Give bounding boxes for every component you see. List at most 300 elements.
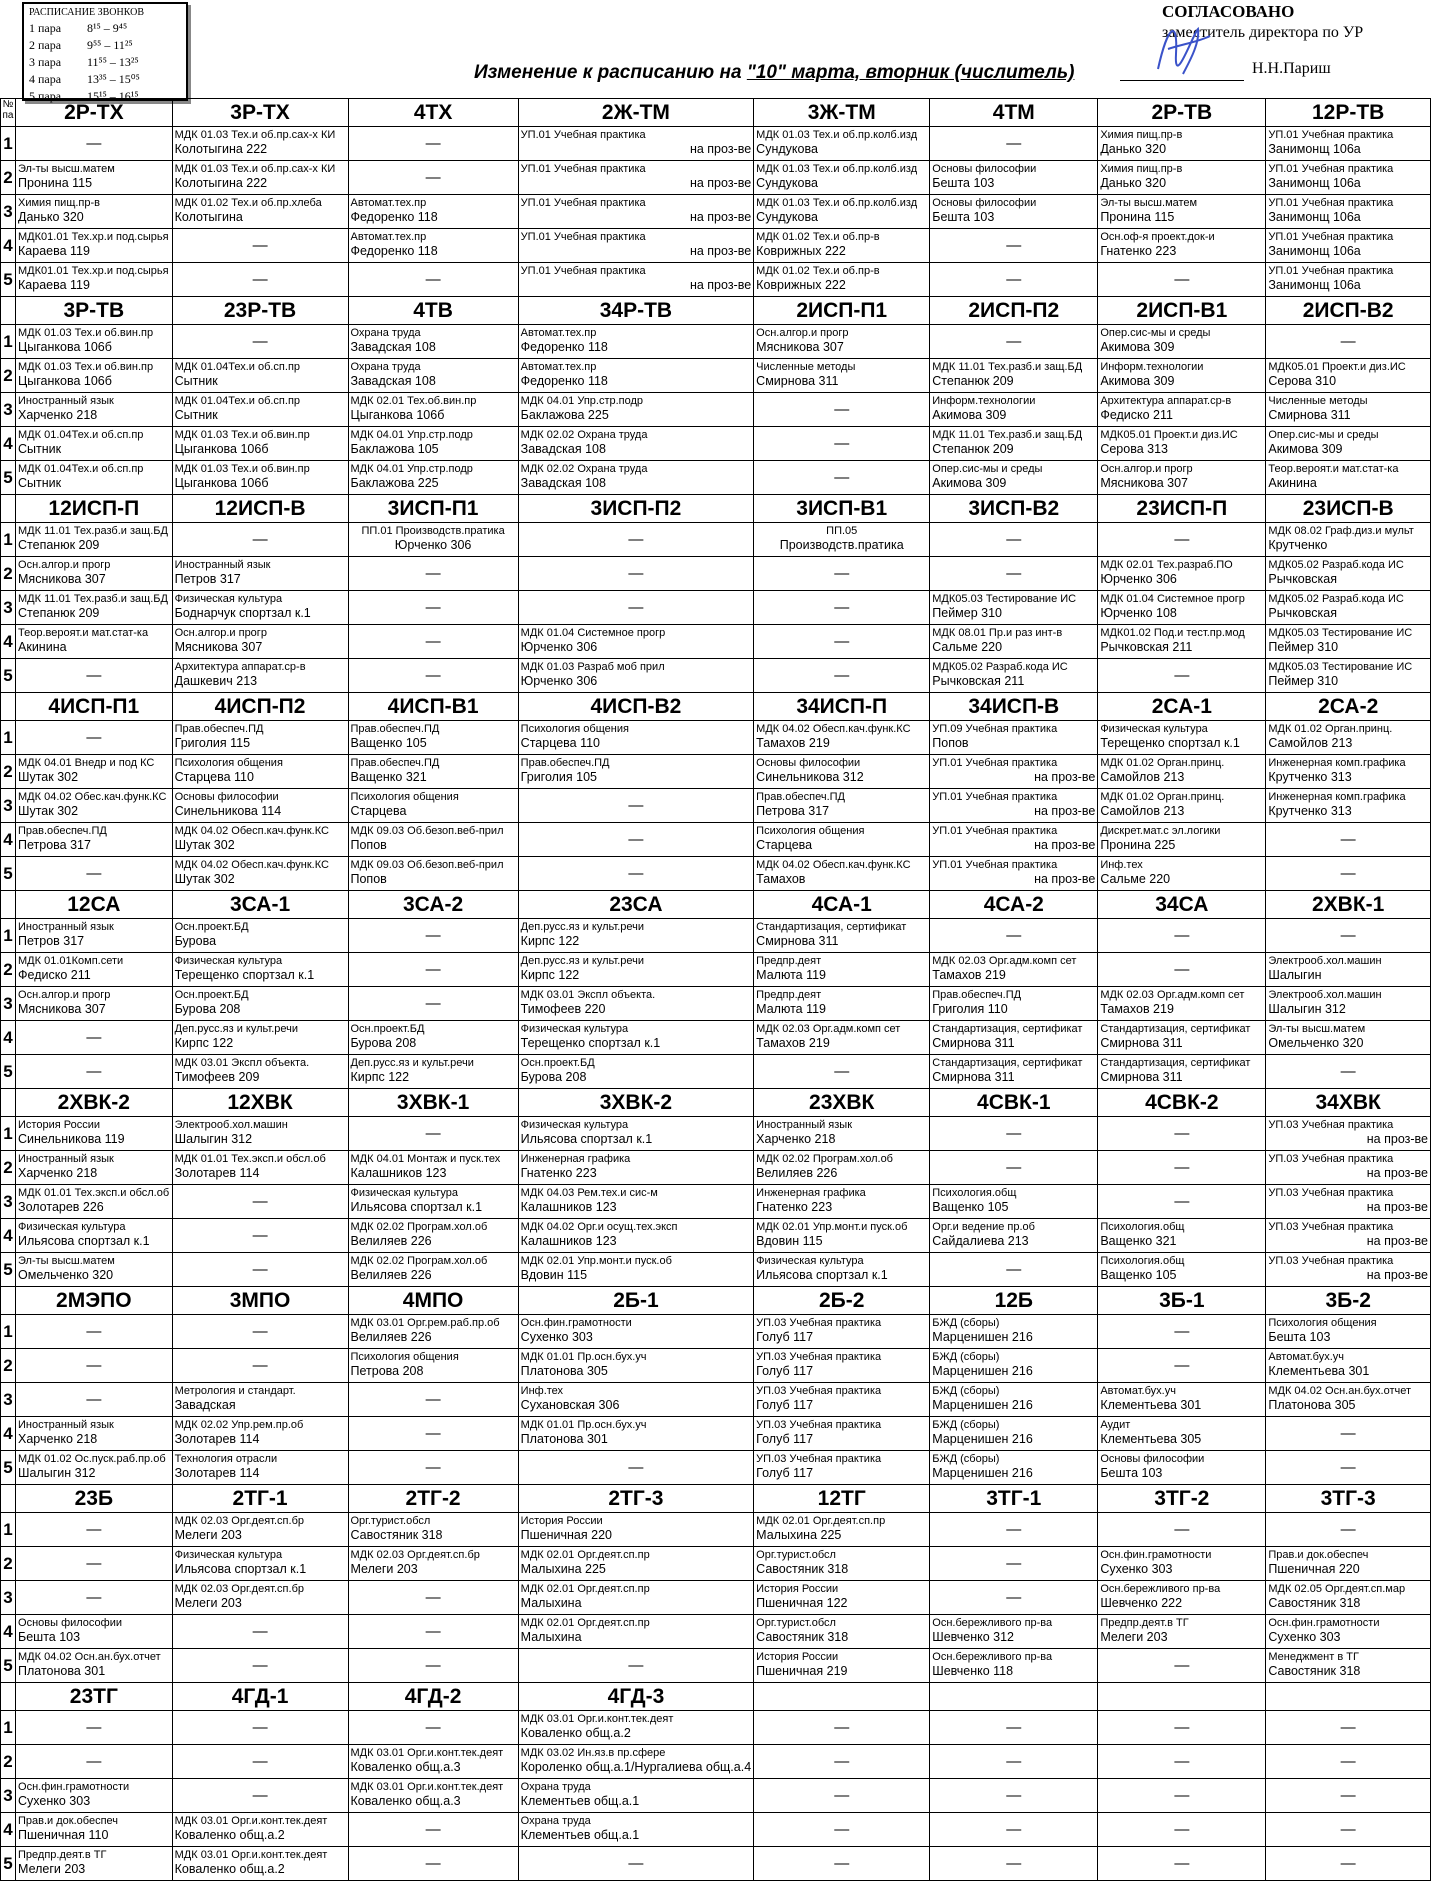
pair-number: 2 [1, 557, 16, 591]
group-name [754, 1683, 930, 1711]
teacher-room-label: Самойлов 213 [1100, 770, 1185, 784]
empty-dash: — [252, 1261, 268, 1278]
title-date: "10" марта, вторник (числитель) [746, 62, 1075, 83]
bell-schedule [22, 2, 188, 101]
empty-dash: — [628, 797, 644, 814]
teacher-room-label: Платонова 305 [520, 1364, 608, 1378]
group-name: 3ТГ-3 [1266, 1485, 1431, 1513]
subject-label: Физическая культура [1100, 723, 1208, 735]
empty-dash: — [1174, 1323, 1190, 1340]
schedule-cell [930, 1779, 1098, 1813]
table-row [1, 1219, 1431, 1253]
schedule-cell [1098, 919, 1266, 953]
schedule-cell [1098, 1151, 1266, 1185]
schedule-cell [172, 755, 348, 789]
schedule-cell [754, 1649, 930, 1683]
subject-label: МДК 02.02 Програм.хол.об [756, 1153, 893, 1165]
subject-label: Инженерная графика [756, 1187, 866, 1199]
teacher-room-label: Завадская [174, 1398, 236, 1412]
schedule-cell [348, 393, 518, 427]
pair-number: 2 [1, 953, 16, 987]
table-row [1, 1315, 1431, 1349]
schedule-cell [348, 1779, 518, 1813]
group-name: 4ИСП-В2 [518, 693, 754, 721]
subject-label: МДК 02.05 Орг.деят.сп.мар [1268, 1583, 1406, 1595]
empty-dash: — [1340, 333, 1356, 350]
schedule-cell [518, 1253, 754, 1287]
teacher-room-label: Рычковская [1268, 572, 1337, 586]
group-name: 4ИСП-В1 [348, 693, 518, 721]
schedule-cell [518, 1451, 754, 1485]
empty-dash: — [252, 531, 268, 548]
teacher-room-label: на проз-ве [1034, 804, 1096, 818]
pair-number: 3 [1, 1185, 16, 1219]
schedule-cell [754, 591, 930, 625]
teacher-room-label: Сальме 220 [1100, 872, 1171, 886]
signature-line [1120, 50, 1244, 81]
schedule-cell [518, 263, 754, 297]
teacher-room-label: Смирнова 311 [932, 1070, 1015, 1084]
empty-dash: — [86, 1589, 102, 1606]
teacher-room-label: Данько 320 [18, 210, 84, 224]
group-name: 4ИСП-П1 [16, 693, 173, 721]
empty-dash: — [628, 1459, 644, 1476]
subject-label: МДК 03.01 Экспл объекта. [174, 1057, 310, 1069]
schedule-cell [16, 919, 173, 953]
schedule-cell [518, 1711, 754, 1745]
schedule-cell [930, 857, 1098, 891]
subject-label: Опер.сис-мы и среды [1100, 327, 1211, 339]
empty-dash: — [834, 1753, 850, 1770]
schedule-cell [16, 659, 173, 693]
teacher-room-label: Бешта 103 [932, 176, 995, 190]
schedule-cell [754, 755, 930, 789]
schedule-cell [754, 1055, 930, 1089]
empty-dash: — [425, 1391, 441, 1408]
schedule-cell [348, 1151, 518, 1185]
subject-label: Физическая культура [174, 1549, 283, 1561]
schedule-cell [1266, 1151, 1431, 1185]
subject-label: Опер.сис-мы и среды [932, 463, 1043, 475]
empty-dash: — [86, 1323, 102, 1340]
subject-label: Аудит [1100, 1419, 1131, 1431]
schedule-cell [1266, 359, 1431, 393]
schedule-cell [930, 1185, 1098, 1219]
teacher-room-label: Старцева [756, 838, 813, 852]
teacher-room-label: Колотыгина 222 [174, 176, 268, 190]
subject-label: МДК 01.01 Пр.осн.бух.уч [520, 1351, 647, 1363]
empty-dash: — [834, 435, 850, 452]
subject-label: Осн.алгор.и прогр [1100, 463, 1193, 475]
teacher-room-label: Цыганкова 106б [174, 476, 269, 490]
teacher-room-label: Ильясова спортзал к.1 [350, 1200, 483, 1214]
teacher-room-label: Кирпс 122 [520, 968, 580, 982]
teacher-room-label: Клементьев общ.а.1 [520, 1794, 640, 1808]
schedule-cell [518, 1219, 754, 1253]
teacher-room-label: Старцева [350, 804, 407, 818]
pair-number: 3 [1, 1383, 16, 1417]
subject-label: Осн.фин.грамотности [1100, 1549, 1212, 1561]
schedule-cell [754, 1847, 930, 1881]
schedule-cell [754, 953, 930, 987]
subject-label: УП.01 Учебная практика [520, 265, 646, 277]
schedule-cell [930, 1417, 1098, 1451]
group-name: 23СА [518, 891, 754, 919]
group-name: 2Б-2 [754, 1287, 930, 1315]
schedule-cell [16, 1021, 173, 1055]
subject-label: МДК05.03 Тестирование ИС [1268, 661, 1413, 673]
schedule-cell [1266, 393, 1431, 427]
subject-label: Физическая культура [756, 1255, 864, 1267]
group-name: 2ИСП-П2 [930, 297, 1098, 325]
schedule-cell [16, 1649, 173, 1683]
empty-dash: — [252, 237, 268, 254]
teacher-room-label: Мелеги 203 [174, 1596, 242, 1610]
pair-number: 5 [1, 1451, 16, 1485]
teacher-room-label: Клементьева 301 [1100, 1398, 1202, 1412]
empty-dash: — [1174, 1125, 1190, 1142]
subject-label: Инф.тех [520, 1385, 564, 1397]
subject-label: Орг.турист.обсл [756, 1617, 836, 1629]
schedule-cell [172, 823, 348, 857]
schedule-cell [930, 557, 1098, 591]
schedule-cell [172, 591, 348, 625]
schedule-cell [754, 789, 930, 823]
empty-dash: — [252, 1193, 268, 1210]
schedule-cell [754, 1813, 930, 1847]
pair-number: 1 [1, 325, 16, 359]
schedule-cell [930, 263, 1098, 297]
subject-label: Деп.русс.яз и культ.речи [174, 1023, 298, 1035]
schedule-cell [930, 1349, 1098, 1383]
page-title [474, 62, 1074, 84]
schedule-cell [1266, 721, 1431, 755]
table-row [1, 1151, 1431, 1185]
teacher-room-label: Петров 317 [174, 572, 241, 586]
teacher-room-label: Мясникова 307 [174, 640, 263, 654]
group-name: 2ИСП-В2 [1266, 297, 1431, 325]
subject-label: Физическая культура [350, 1187, 458, 1199]
schedule-cell [1266, 823, 1431, 857]
schedule-cell [1266, 659, 1431, 693]
teacher-room-label: Федоренко 118 [520, 340, 608, 354]
teacher-room-label: Попов [350, 872, 387, 886]
teacher-room-label: Сухановская 306 [520, 1398, 620, 1412]
subject-label: Технология отрасли [174, 1453, 278, 1465]
empty-dash: — [425, 667, 441, 684]
subject-label: УП.03 Учебная практика [1268, 1187, 1394, 1199]
subject-label: Осн.бережливого пр-ва [932, 1617, 1053, 1629]
teacher-room-label: Ильясова спортзал к.1 [520, 1132, 653, 1146]
subject-label: ПП.01 Производств.пратика [361, 525, 505, 537]
schedule-cell [754, 857, 930, 891]
subject-label: МДК 01.04Тех.и об.сп.пр [174, 361, 301, 373]
schedule-cell [1098, 427, 1266, 461]
subject-label: Физическая культура [520, 1119, 629, 1131]
teacher-room-label: Ильясова спортзал к.1 [18, 1234, 150, 1248]
schedule-cell [172, 1615, 348, 1649]
schedule-cell [16, 1383, 173, 1417]
schedule-cell [348, 1451, 518, 1485]
empty-dash: — [834, 401, 850, 418]
teacher-room-label: Кирпс 122 [174, 1036, 234, 1050]
empty-dash: — [1340, 865, 1356, 882]
empty-dash: — [1006, 531, 1022, 548]
schedule-cell [348, 1315, 518, 1349]
schedule-cell [518, 987, 754, 1021]
schedule-cell [930, 325, 1098, 359]
table-row [1, 953, 1431, 987]
teacher-room-label: Ващенко 105 [932, 1200, 1009, 1214]
schedule-cell [930, 721, 1098, 755]
subject-label: МДК 01.04 Системное прогр [520, 627, 666, 639]
subject-label: МДК 02.02 Охрана труда [520, 429, 648, 441]
group-name: 34ИСП-В [930, 693, 1098, 721]
schedule-cell [16, 195, 173, 229]
teacher-room-label: Харченко 218 [756, 1132, 836, 1146]
table-row [1, 823, 1431, 857]
subject-label: МДК 01.02 Тех.и об.пр-в [756, 265, 880, 277]
teacher-room-label: Петрова 317 [756, 804, 830, 818]
subject-label: УП.03 Учебная практика [756, 1317, 882, 1329]
schedule-cell [1266, 127, 1431, 161]
bell-row [29, 37, 181, 54]
teacher-room-label: Пшеничная 219 [756, 1664, 848, 1678]
schedule-cell [1098, 857, 1266, 891]
schedule-cell [518, 1513, 754, 1547]
teacher-room-label: Савостяник 318 [756, 1630, 849, 1644]
subject-label: МДК 08.01 Пр.и раз инт-в [932, 627, 1063, 639]
schedule-cell [348, 127, 518, 161]
schedule-cell [1098, 591, 1266, 625]
subject-label: МДК 01.04Тех.и об.сп.пр [18, 463, 144, 475]
teacher-room-label: Занимонщ 106а [1268, 142, 1361, 156]
group-header-row [1, 693, 1431, 721]
teacher-room-label: Юрченко 306 [520, 640, 598, 654]
schedule-cell [172, 919, 348, 953]
schedule-cell [172, 1021, 348, 1055]
teacher-room-label: Дашкевич 213 [174, 674, 258, 688]
subject-label: Основы философии [932, 163, 1037, 175]
empty-dash: — [425, 995, 441, 1012]
schedule-cell [930, 427, 1098, 461]
schedule-cell [1098, 461, 1266, 495]
teacher-room-label: Пеймер 310 [1268, 674, 1339, 688]
empty-dash: — [1174, 1159, 1190, 1176]
empty-dash: — [1174, 1357, 1190, 1374]
empty-dash: — [1174, 1787, 1190, 1804]
teacher-room-label: на проз-ве [1366, 1132, 1428, 1146]
empty-dash: — [425, 1855, 441, 1872]
schedule-cell [754, 325, 930, 359]
schedule-cell [1266, 591, 1431, 625]
schedule-cell [930, 1711, 1098, 1745]
schedule-cell [754, 557, 930, 591]
subject-label: БЖД (сборы) [932, 1453, 1000, 1465]
schedule-cell [754, 721, 930, 755]
schedule-cell [930, 523, 1098, 557]
subject-label: МДК 01.03 Тех.и об.вин.пр [18, 361, 154, 373]
empty-dash: — [425, 1459, 441, 1476]
schedule-cell [172, 987, 348, 1021]
pair-number: 3 [1, 987, 16, 1021]
group-name: 4ТХ [348, 99, 518, 127]
schedule-cell [348, 461, 518, 495]
subject-label: МДК 01.01 Пр.осн.бух.уч [520, 1419, 647, 1431]
table-row [1, 461, 1431, 495]
pair-number: 4 [1, 1021, 16, 1055]
subject-label: Осн.бережливого пр-ва [932, 1651, 1053, 1663]
subject-label: УП.03 Учебная практика [756, 1351, 882, 1363]
empty-dash: — [86, 1357, 102, 1374]
schedule-cell [1098, 1383, 1266, 1417]
schedule-cell [754, 1117, 930, 1151]
schedule-cell [930, 1581, 1098, 1615]
schedule-cell [1266, 857, 1431, 891]
group-name: 4ГД-2 [348, 1683, 518, 1711]
table-row [1, 427, 1431, 461]
schedule-cell [16, 625, 173, 659]
schedule-cell [754, 987, 930, 1021]
group-name: 23ТГ [16, 1683, 173, 1711]
schedule-cell [1098, 1055, 1266, 1089]
teacher-room-label: Голуб 117 [756, 1398, 814, 1412]
schedule-cell [16, 263, 173, 297]
empty-dash: — [834, 667, 850, 684]
teacher-room-label: Пеймер 310 [1268, 640, 1339, 654]
subject-label: МДК 01.03 Тех.и об.вин.пр [174, 463, 310, 475]
bell-time: 9⁵⁵ – 11²⁵ [87, 38, 133, 52]
teacher-room-label: Коврижных 222 [756, 278, 846, 292]
teacher-room-label: Ващенко 321 [350, 770, 427, 784]
subject-label: Электрооб.хол.машин [1268, 955, 1382, 967]
schedule-cell [1098, 1547, 1266, 1581]
schedule-cell [348, 755, 518, 789]
empty-dash: — [1006, 1125, 1022, 1142]
schedule-cell [1266, 263, 1431, 297]
subject-label: Стандартизация, сертификат [756, 921, 907, 933]
teacher-room-label: Цыганкова 106б [18, 374, 112, 388]
table-row [1, 987, 1431, 1021]
group-name: 3Ж-ТМ [754, 99, 930, 127]
teacher-room-label: Шевченко 222 [1100, 1596, 1183, 1610]
schedule-cell [172, 229, 348, 263]
empty-dash: — [425, 927, 441, 944]
empty-dash: — [1006, 237, 1022, 254]
table-row [1, 1615, 1431, 1649]
teacher-room-label: Цыганкова 106б [350, 408, 445, 422]
schedule-cell [518, 1547, 754, 1581]
teacher-room-label: Завадская 108 [350, 340, 436, 354]
schedule-cell [16, 461, 173, 495]
schedule-cell [1266, 461, 1431, 495]
subject-label: МДК 04.02 Обес.кач.функ.КС [18, 791, 167, 803]
teacher-room-label: Мелеги 203 [350, 1562, 418, 1576]
schedule-table [0, 98, 1431, 1881]
schedule-cell [754, 427, 930, 461]
subject-label: Предпр.деят [756, 989, 822, 1001]
schedule-cell [518, 195, 754, 229]
teacher-room-label: Рычковская [1268, 606, 1337, 620]
subject-label: МДК 04.02 Осн.ан.бух.отчет [18, 1651, 161, 1663]
subject-label: Охрана труда [520, 1781, 591, 1793]
teacher-room-label: Пронина 115 [18, 176, 93, 190]
empty-dash: — [425, 1125, 441, 1142]
table-row [1, 721, 1431, 755]
group-name: 4ТВ [348, 297, 518, 325]
schedule-cell [1266, 1055, 1431, 1089]
schedule-cell [1098, 1315, 1266, 1349]
teacher-room-label: Сухенко 303 [520, 1330, 593, 1344]
empty-dash: — [252, 1719, 268, 1736]
teacher-room-label: Григолия 105 [520, 770, 598, 784]
schedule-cell [1098, 1219, 1266, 1253]
schedule-cell [930, 1649, 1098, 1683]
subject-label: БЖД (сборы) [932, 1419, 1000, 1431]
schedule-cell [930, 1219, 1098, 1253]
subject-label: Прав.обеспеч.ПД [18, 825, 107, 837]
teacher-room-label: Пронина 115 [1100, 210, 1175, 224]
table-row [1, 161, 1431, 195]
teacher-room-label: Марценишен 216 [932, 1432, 1033, 1446]
subject-label: Прав.и док.обеспеч [1268, 1549, 1369, 1561]
teacher-room-label: Марценишен 216 [932, 1398, 1033, 1412]
group-name: 4СА-2 [930, 891, 1098, 919]
subject-label: УП.01 Учебная практика [1268, 231, 1394, 243]
empty-dash: — [425, 961, 441, 978]
teacher-room-label: Тамахов 219 [1100, 1002, 1174, 1016]
teacher-room-label: Ващенко 321 [1100, 1234, 1177, 1248]
teacher-room-label: Синельникова 312 [756, 770, 864, 784]
teacher-room-label: Баклажова 225 [350, 476, 439, 490]
empty-dash: — [1340, 1719, 1356, 1736]
schedule-cell [1266, 1745, 1431, 1779]
bell-row [29, 71, 181, 88]
subject-label: Основы философии [1100, 1453, 1205, 1465]
schedule-cell [172, 857, 348, 891]
group-name: 23ИСП-В [1266, 495, 1431, 523]
subject-label: МДК 02.03 Орг.адм.комп сет [1100, 989, 1245, 1001]
teacher-room-label: Малюта 119 [756, 1002, 827, 1016]
pair-number: 1 [1, 1117, 16, 1151]
group-name: 23Б [16, 1485, 173, 1513]
teacher-room-label: Мясникова 307 [18, 572, 106, 586]
schedule-cell [754, 1451, 930, 1485]
subject-label: МДК 01.02 Орган.принц. [1100, 757, 1225, 769]
teacher-room-label: Платонова 301 [520, 1432, 608, 1446]
teacher-room-label: Баклажова 225 [520, 408, 609, 422]
schedule-cell [348, 195, 518, 229]
schedule-cell [16, 857, 173, 891]
teacher-room-label: Клементьева 301 [1268, 1364, 1370, 1378]
schedule-cell [172, 1151, 348, 1185]
teacher-room-label: Завадская 108 [520, 476, 606, 490]
schedule-cell [172, 1649, 348, 1683]
teacher-room-label: Степанюк 209 [932, 374, 1014, 388]
teacher-room-label: Акимова 309 [1100, 374, 1175, 388]
empty-dash: — [252, 1753, 268, 1770]
schedule-cell [348, 1417, 518, 1451]
teacher-room-label: Коваленко общ.а.2 [520, 1726, 631, 1740]
schedule-cell [348, 161, 518, 195]
schedule-cell [1266, 1649, 1431, 1683]
teacher-room-label: Мясникова 307 [756, 340, 844, 354]
subject-label: МДК 02.01 Орг.деят.сп.пр [520, 1617, 650, 1629]
subject-label: История России [520, 1515, 603, 1527]
schedule-cell [348, 1813, 518, 1847]
schedule-cell [16, 1547, 173, 1581]
subject-label: МДК 04.01 Внедр и под КС [18, 757, 155, 769]
